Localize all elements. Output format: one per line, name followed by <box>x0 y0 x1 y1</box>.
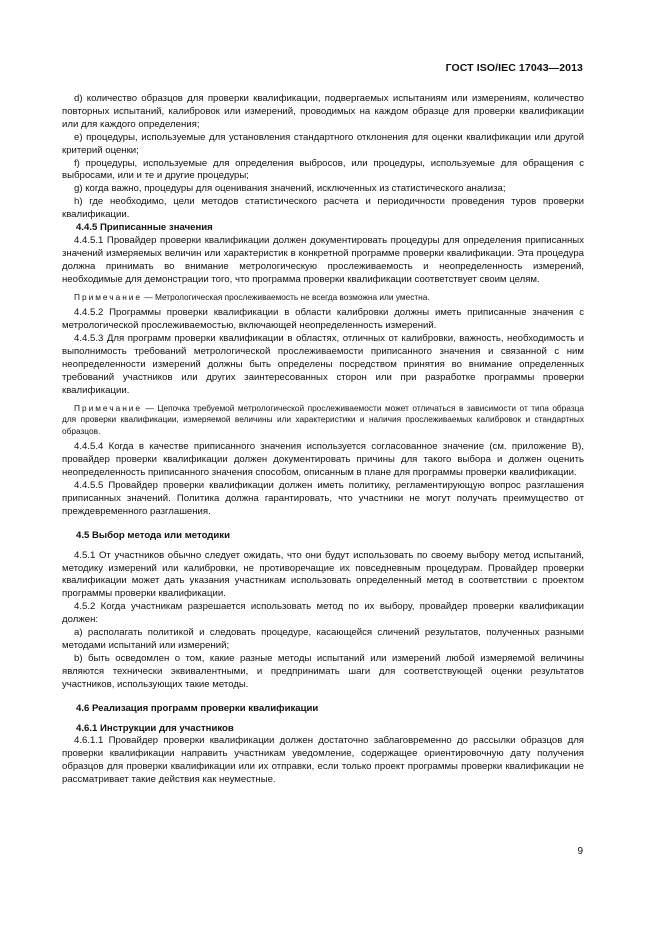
paragraph-4-6-1-1: 4.6.1.1 Провайдер проверки квалификации должен достаточно заблаговременно до рассылки образцов для проверки квалификации направить участникам уведомление, содержащее ориентировочную дату получения образцов для проверки квалификации или их отправки, если только проект программы проверки квалификации не рассматривает такие действия как неуместные. <box>62 735 584 786</box>
paragraph-4-5-1: 4.5.1 От участников обычно следует ожидать, что они будут использовать по своему выбору метод испытаний, методику измерений или калибровки, не противоречащие их повседневным процедурам. Провайдер проверки квалификации может дать указания участникам использовать определенный метод в соответствии с проектом программы проверки квалификации. <box>62 549 584 600</box>
page-number: 9 <box>577 846 583 857</box>
paragraph-4-4-5-1: 4.4.5.1 Провайдер проверки квалификации должен документировать процедуры для определения приписанных значений измеряемых величин или характеристик в конкретной программе проверки квалификации. Эта процедура должна принимать во внимание метрологическую прослеживаемость и неопределенность измерений, необходимые для демонстрации того, что программа проверки квалификации соответствует своим целям. <box>62 234 584 285</box>
list-item-h: h) где необходимо, цели методов статистического расчета и периодичности проведения туров проверки квалификации. <box>62 196 584 221</box>
paragraph-4-5-2: 4.5.2 Когда участникам разрешается использовать метод по их выбору, провайдер проверки квалификации должен: <box>62 601 584 626</box>
note-1 <box>62 292 584 304</box>
list-item-a: a) располагать политикой и следовать процедуре, касающейся сличений результатов, полученных разными методами испытаний или измерений; <box>62 627 584 651</box>
heading-4-5: 4.5 Выбор метода или методики <box>76 529 230 541</box>
paragraph-4-4-5-5: 4.4.5.5 Провайдер проверки квалификации должен иметь политику, регламентирующую вопрос разглашения приписанных значений. Политика должна гарантировать, что участники не могут получать преимущество от преждевременного разглашения. <box>62 480 584 517</box>
note-1-text: — Метрологическая прослеживаемость не всегда возможна или уместна. <box>142 291 430 302</box>
heading-4-6: 4.6 Реализация программ проверки квалификации <box>76 702 319 714</box>
paragraph-4-4-5-4: 4.4.5.4 Когда в качестве приписанного значения используется согласованное значение (см. приложение B), провайдер проверки квалификации должен документировать причины для такого выбора и должен оценить неопределенность приписанного значения способом, описанным в плане для программы проверки квалификации. <box>62 441 584 479</box>
note-1-label: Примечание <box>74 291 143 302</box>
document-code: ГОСТ ISO/IEC 17043—2013 <box>445 62 583 74</box>
page-body <box>62 93 584 787</box>
list-item-f: f) процедуры, используемые для определения выбросов, или процедуры, используемые для обращения с выбросами, или и те и другие процедуры; <box>62 157 584 182</box>
heading-4-6-1: 4.6.1 Инструкции для участников <box>76 722 234 734</box>
list-item-g: g) когда важно, процедуры для оценивания значений, исключенных из статистического анализа; <box>74 183 506 195</box>
list-item-d: d) количество образцов для проверки квалификации, подвергаемых испытаниям или измерениям, количество повторных испытаний, калибровок или измерений, проводимых на каждом образце для проверки квалификации или для каждого определения; <box>62 93 584 130</box>
paragraph-4-4-5-3: 4.4.5.3 Для программ проверки квалификации в областях, отличных от калибровки, важность, необходимость и выполнимость требований метрологической прослеживаемости приписанного значения и связанной с ним неопределенности измерений должны быть определены посредством принятия во внимание определенных требований участников или других заинтересованных сторон или при разработке программы проверки квалификации. <box>62 333 584 396</box>
paragraph-4-4-5-2: 4.4.5.2 Программы проверки квалификации в области калибровки должны иметь приписанные значения с метрологической прослеживаемостью, включающей неопределенность измерений. <box>62 307 584 332</box>
heading-4-4-5: 4.4.5 Приписанные значения <box>76 222 213 234</box>
list-item-e: e) процедуры, используемые для установления стандартного отклонения для оценки квалификации или другой критерий оценки; <box>62 131 584 156</box>
note-2 <box>62 403 584 438</box>
note-2-text: — Цепочка требуемой метрологической прослеживаемости может отличаться в зависимости от типа образца для проверки квалификации, измеряемой величины или характеристики и наличия прослеживаемых калибровок и стандартных образцов. <box>62 402 584 436</box>
list-item-b: b) быть осведомлен о том, какие разные методы испытаний или измерений любой измеряемой величины являются технически эквивалентными, и предпринимать шаги для соответствующей оценки результатов участников, использующих такие методы. <box>62 652 584 690</box>
note-2-label: Примечание <box>74 402 143 413</box>
